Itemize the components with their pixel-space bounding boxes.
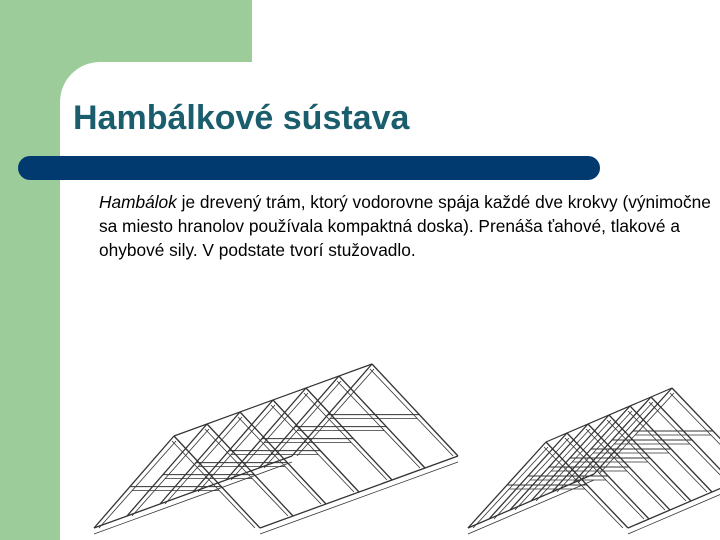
left-roof-rafter-right-inner — [370, 369, 453, 456]
left-roof-rafter-right — [372, 364, 458, 456]
left-roof-rafter-left-inner — [198, 405, 275, 492]
roof-diagrams — [92, 296, 720, 540]
right-roof-wall-plate-right-lower — [628, 480, 720, 534]
left-roof-rafter-left — [292, 364, 372, 456]
roof-structure-illustration — [92, 296, 720, 540]
left-roof-rafter-right — [174, 436, 260, 528]
left-roof-rafter-left-inner — [99, 441, 176, 528]
left-roof-rafter-right — [207, 424, 293, 516]
left-roof-wall-plate-right — [260, 456, 458, 528]
right-roof-rafter-right-inner — [649, 402, 720, 483]
left-roof-rafter-left-inner — [231, 393, 308, 480]
right-roof-wall-plate-right — [628, 474, 720, 528]
left-roof-rafter-right — [306, 388, 392, 480]
left-roof-rafter-right — [339, 376, 425, 468]
body-term: Hambálok — [99, 192, 177, 212]
left-roof-rafter-right-inner — [337, 381, 420, 468]
title-underline-bar — [18, 156, 600, 180]
left-roof-rafter-right — [273, 400, 359, 492]
slide-title: Hambálkové sústava — [73, 99, 410, 137]
left-roof-rafter-left-inner — [297, 369, 374, 456]
left-roof-rafter-left-inner — [264, 381, 341, 468]
right-roof-wall-plate-left — [468, 474, 594, 528]
left-roof-rafter-right-inner — [304, 393, 387, 480]
left-roof-rafter-right-inner — [271, 405, 354, 492]
left-roof-rafter-left-inner — [132, 429, 209, 516]
left-roof-rafter-left-inner — [165, 417, 242, 504]
slide-body-text — [99, 190, 711, 262]
left-roof-wall-plate-right-lower — [260, 462, 458, 534]
left-roof-rafter-right — [240, 412, 326, 504]
body-definition: je drevený trám, ktorý vodorovne spája každé dve krokvy (výnimočne sa miesto hranolov používala kompaktná doska). Prenáša ťahové, tlakové a ohybové sily. V podstate tvorí stužovadlo. — [99, 192, 711, 260]
